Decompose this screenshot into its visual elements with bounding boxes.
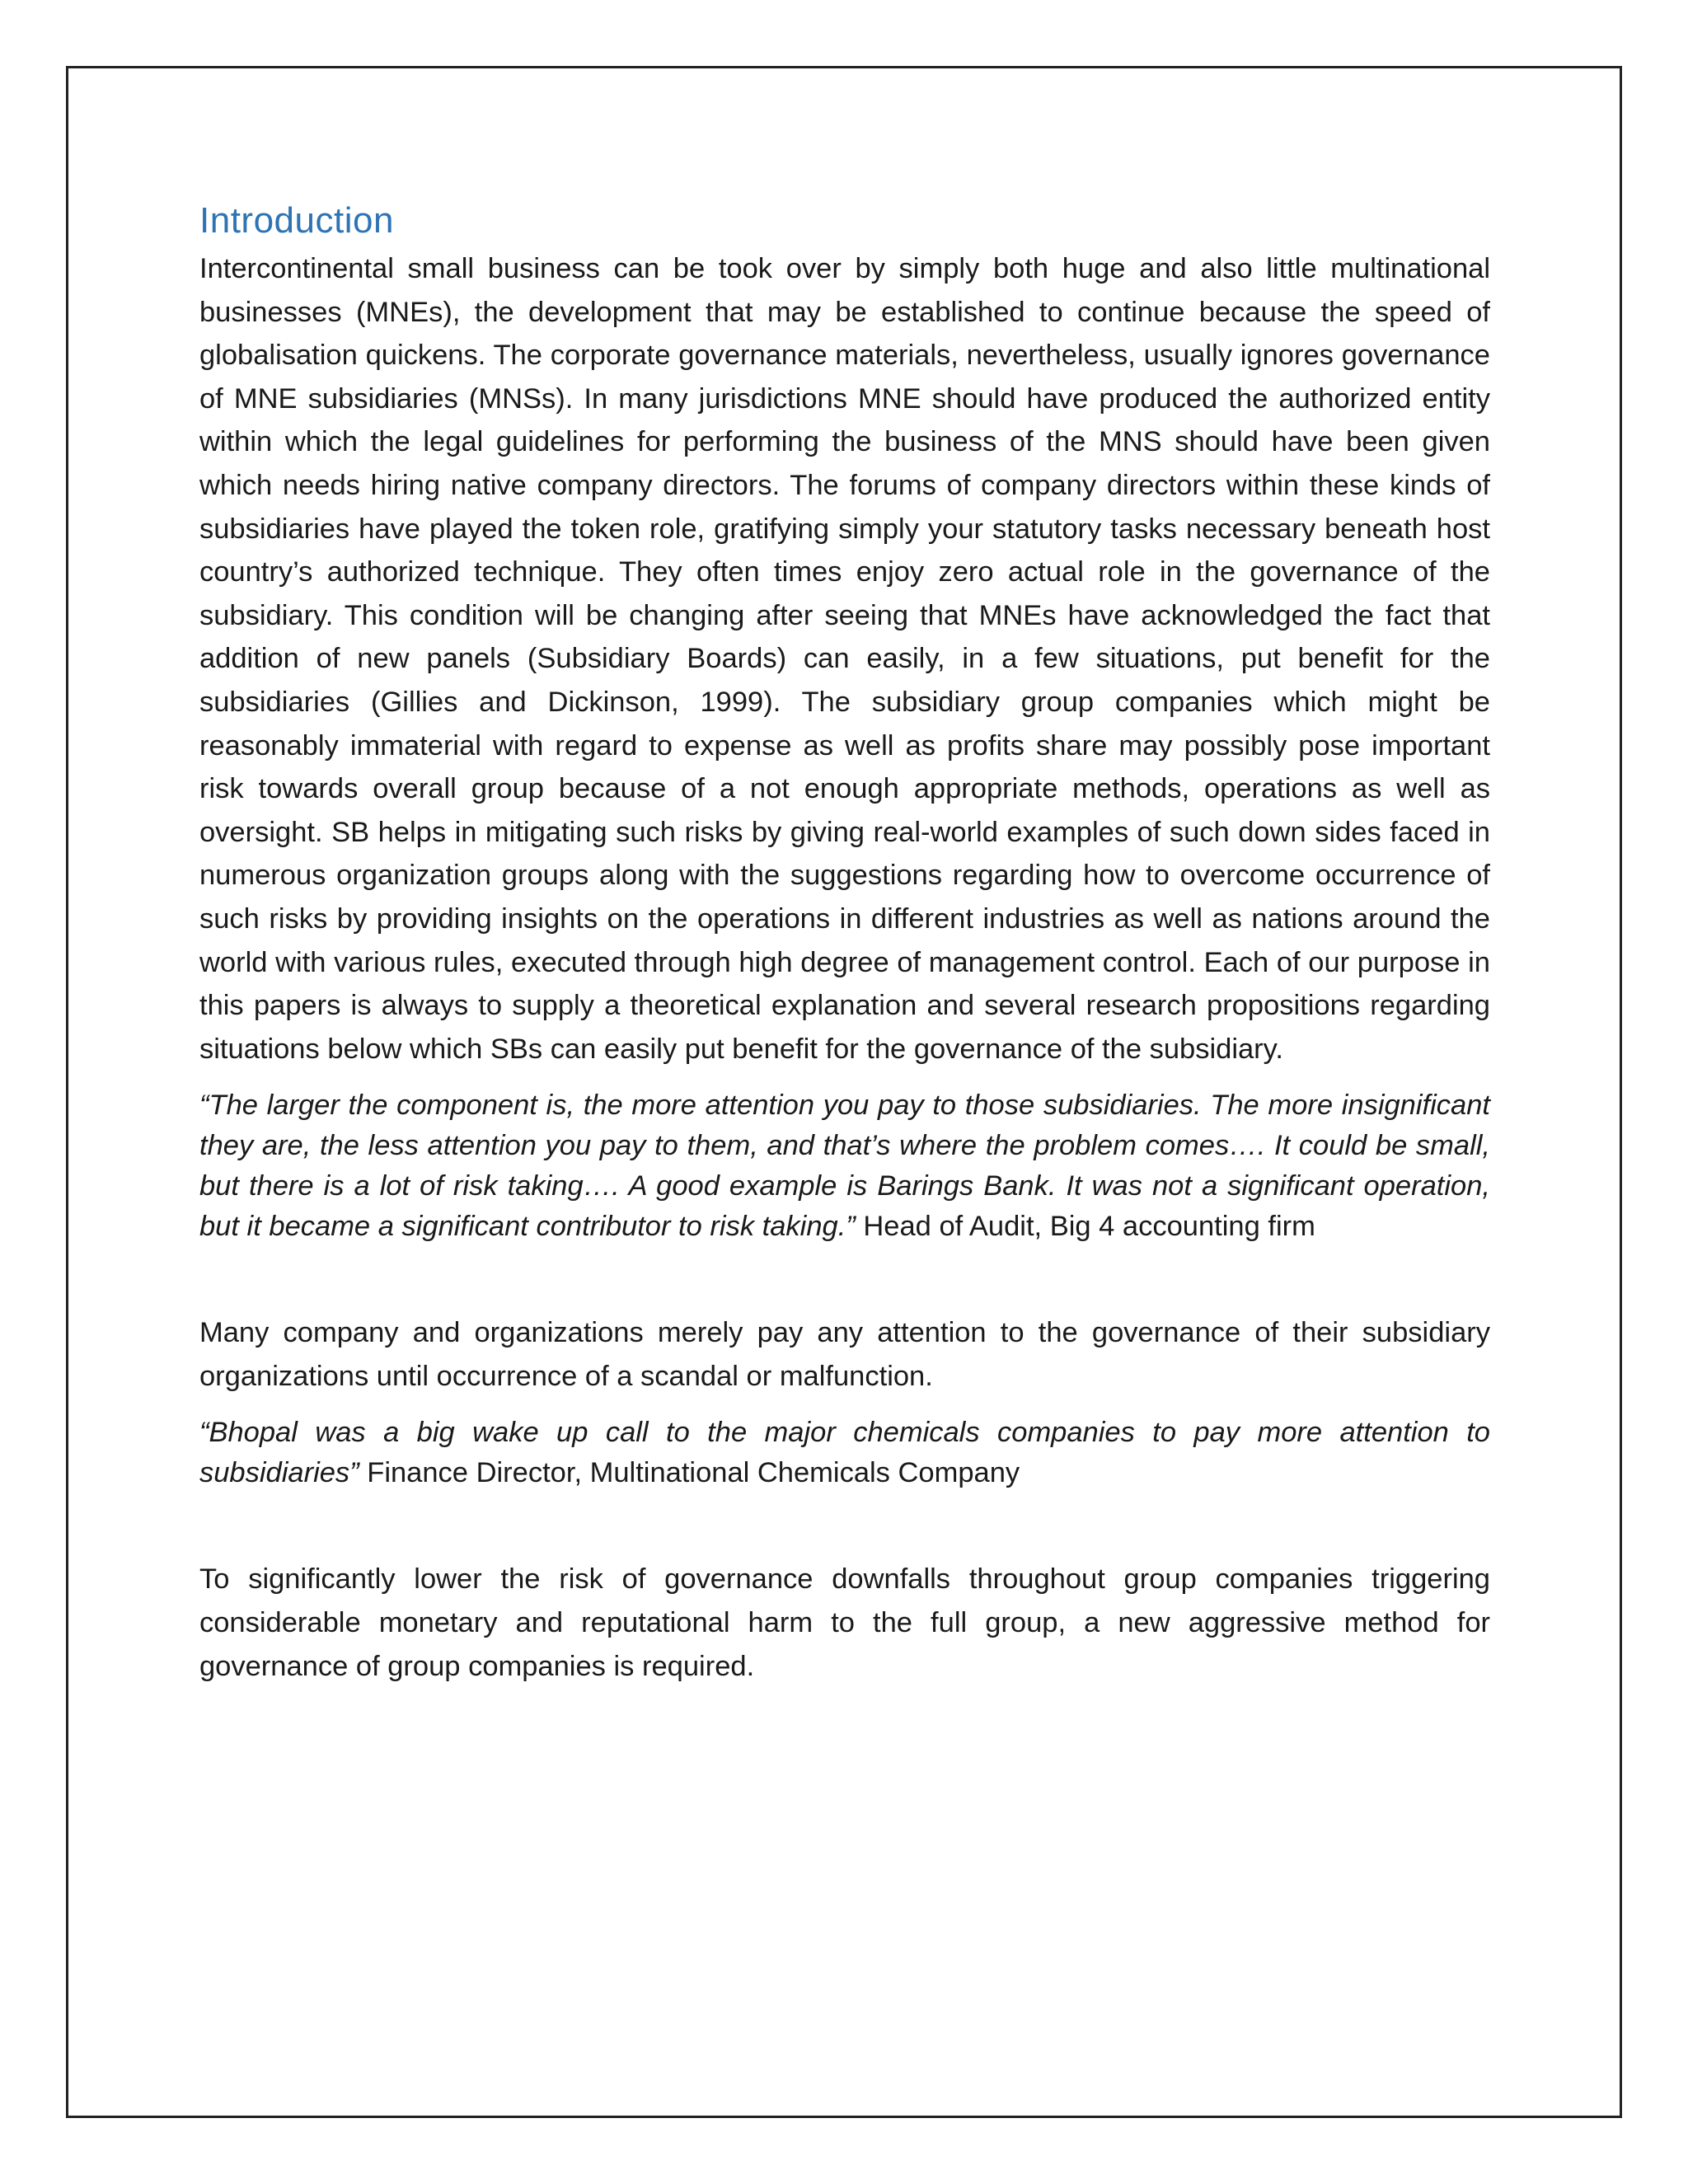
- governance-paragraph: Many company and organizations merely pay any attention to the governance of their subsidiary organizations until occurrence of a scandal or malfunction.: [199, 1317, 1490, 1392]
- intro-paragraph: Intercontinental small business can be took over by simply both huge and also little multinational businesses (MNEs), the development that may be established to continue because the speed of globalisation quickens. The corporate governance materials, nevertheless, usually ignores governance of MNE subsidiaries (MNSs). In many jurisdictions MNE should have produced the authorized entity within which the legal guidelines for performing the business of the MNS should have been given which needs hiring native company directors. The forums of company directors within these kinds of subsidiaries have played the token role, gratifying simply your statutory tasks necessary beneath host country’s authorized technique. They often times enjoy zero actual role in the governance of the subsidiary. This condition will be changing after seeing that MNEs have acknowledged the fact that addition of new panels (Subsidiary Boards) can easily, in a few situations, put benefit for the subsidiaries (Gillies and Dickinson, 1999). The subsidiary group companies which might be reasonably immaterial with regard to expense as well as profits share may possibly pose important risk towards overall group because of a not enough appropriate methods, operations as well as oversight. SB helps in mitigating such risks by giving real-world examples of such down sides faced in numerous organization groups along with the suggestions regarding how to overcome occurrence of such risks by providing insights on the operations in different industries as well as nations around the world with various rules, executed through high degree of management control. Each of our purpose in this papers is always to supply a theoretical explanation and several research propositions regarding situations below which SBs can easily put benefit for the governance of the subsidiary.: [199, 253, 1490, 1065]
- bhopal-quote-text: “Bhopal was a big wake up call to the major chemicals companies to pay more attention to subsidiaries”: [199, 1417, 1490, 1489]
- bhopal-quote-attribution: Finance Director, Multinational Chemicals Company: [359, 1457, 1020, 1489]
- audit-quote: [199, 1085, 1490, 1247]
- audit-quote-text: “The larger the component is, the more attention you pay to those subsidiaries. The more insignificant they are, the less attention you pay to them, and that’s where the problem comes…. It could be small, but there is a lot of risk taking…. A good example is Barings Bank. It was not a significant operation, but it became a significant contributor to risk taking.”: [199, 1090, 1490, 1243]
- audit-quote-attribution: Head of Audit, Big 4 accounting firm: [855, 1211, 1315, 1243]
- conclusion-paragraph: To significantly lower the risk of governance downfalls throughout group companies triggering considerable monetary and reputational harm to the full group, a new aggressive method for governance of group companies is required.: [199, 1563, 1490, 1682]
- document-body: [199, 196, 1490, 1688]
- section-heading: Introduction: [199, 200, 394, 241]
- bhopal-quote: [199, 1413, 1490, 1493]
